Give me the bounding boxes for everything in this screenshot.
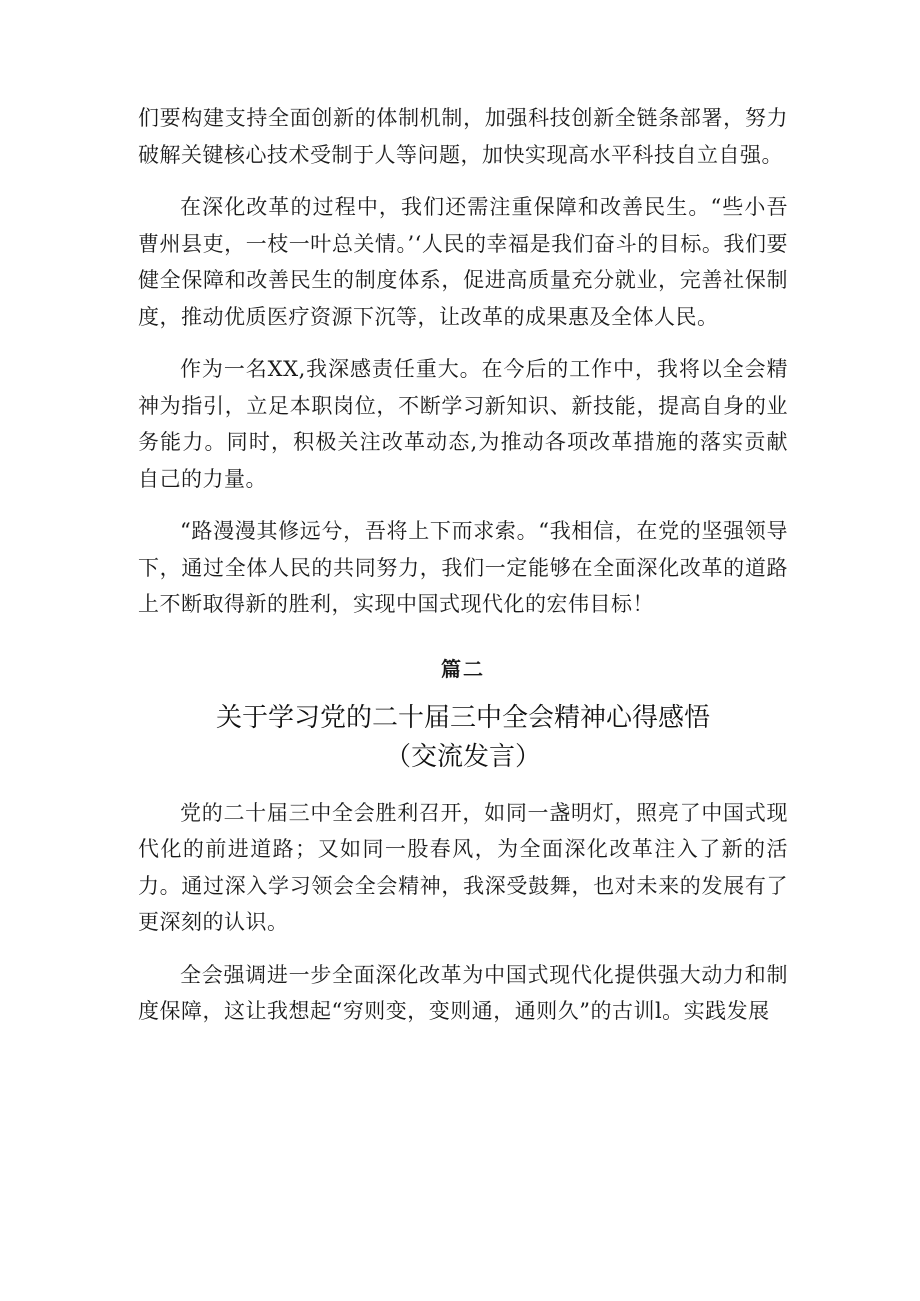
paragraph-responsibility: 作为一名XX,我深感责任重大。在今后的工作中，我将以全会精神为指引，立足本职岗位，不断学习新知识、新技能，提高自身的业务能力。同时，积极关注改革动态,为推动各项改革措施的落实贡献自己的力量。	[138, 357, 788, 491]
paragraph-conclusion: “路漫漫其修远兮，吾将上下而求索。“我相信，在党的坚强领导下，通过全体人民的共同努力，我们一定能够在全面深化改革的道路上不断取得新的胜利，实现中国式现代化的宏伟目标！	[138, 519, 788, 616]
document-page	[138, 100, 788, 1030]
paragraph-reform: 全会强调进一步全面深化改革为中国式现代化提供强大动力和制度保障，这让我想起“穷则变，变则通，通则久”的古训l。实践发展	[138, 962, 788, 1023]
paragraph-intro: 党的二十届三中全会胜利召开，如同一盏明灯，照亮了中国式现代化的前进道路；又如同一股春风，为全面深化改革注入了新的活力。通过深入学习领会全会精神，我深受鼓舞，也对未来的发展有了更深刻的认识。	[138, 800, 788, 934]
section-label: 篇二	[441, 656, 485, 681]
paragraph-continuation: 们要构建支持全面创新的体制机制，加强科技创新全链条部署，努力破解关键核心技术受制于人等问题，加快实现高水平科技自立自强。	[138, 106, 788, 167]
paragraph-livelihood: 在深化改革的过程中，我们还需注重保障和改善民生。“些小吾曹州县吏，一枝一叶总关情。’‘人民的幸福是我们奋斗的目标。我们要健全保障和改善民生的制度体系，促进高质量充分就业，完善社保制度，推动优质医疗资源下沉等，让改革的成果惠及全体人民。	[138, 195, 788, 329]
section-subtitle: （交流发言）	[384, 741, 541, 772]
section-title: 关于学习党的二十届三中全会精神心得感悟	[215, 702, 710, 733]
